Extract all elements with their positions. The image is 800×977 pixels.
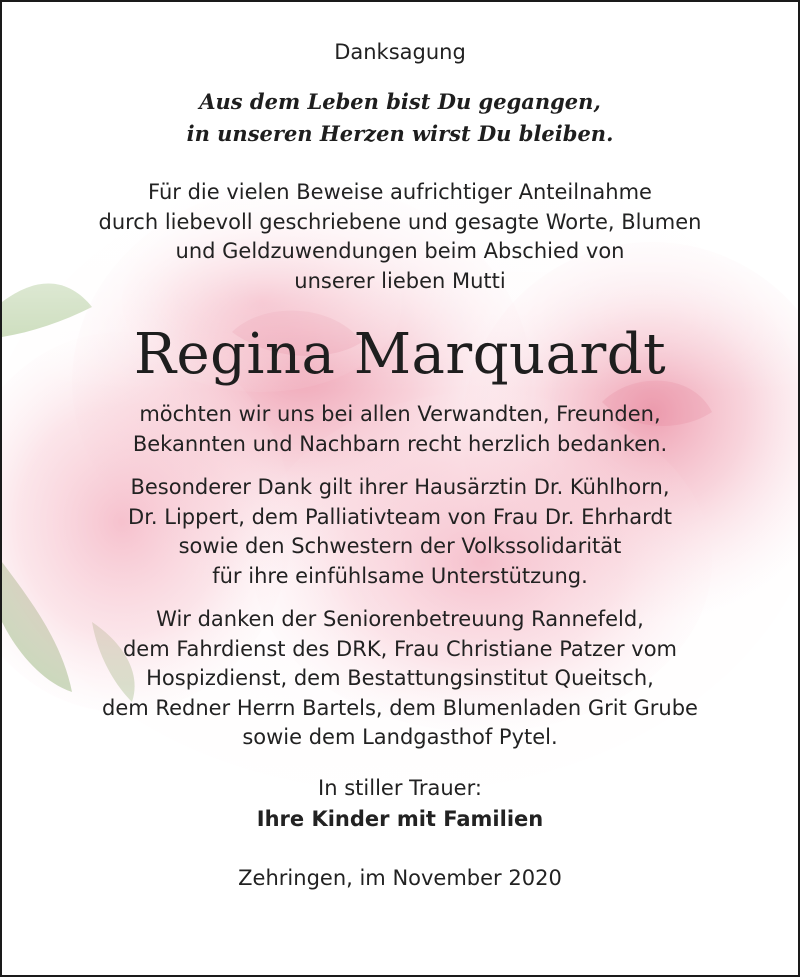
paragraph-line: und Geldzuwendungen beim Abschied von	[175, 239, 625, 263]
motto-verse	[2, 86, 798, 150]
notice-text	[2, 2, 798, 893]
thanks-paragraph-intro	[2, 178, 798, 296]
paragraph-line: sowie dem Landgasthof Pytel.	[242, 725, 558, 749]
thanks-paragraph-relatives	[2, 400, 798, 459]
paragraph-line: dem Redner Herrn Bartels, dem Blumenladen Grit Grube	[102, 695, 698, 720]
paragraph-line: unserer lieben Mutti	[294, 268, 506, 293]
paragraph-line: dem Fahrdienst des DRK, Frau Christiane Patzer vom	[122, 636, 678, 661]
paragraph-line: für ihre einfühlsame Unterstützung.	[212, 563, 588, 588]
paragraph-line: Für die vielen Beweise aufrichtiger Anteilnahme	[148, 180, 652, 204]
paragraph-line: sowie den Schwestern der Volkssolidarität	[178, 534, 622, 558]
paragraph-line: Dr. Lippert, dem Palliativteam von Frau Dr. Ehrhardt	[128, 504, 672, 529]
motto-line: Aus dem Leben bist Du gegangen,	[199, 89, 601, 114]
paragraph-line: Besonderer Dank gilt ihrer Hausärztin Dr. Kühlhorn,	[130, 475, 670, 499]
paragraph-line: durch liebevoll geschriebene und gesagte Worte, Blumen	[98, 209, 702, 234]
closing-phrase: In stiller Trauer:	[318, 775, 482, 800]
paragraph-line: Wir danken der Seniorenbetreuung Rannefeld,	[156, 607, 644, 631]
signature: Ihre Kinder mit Familien	[256, 806, 544, 831]
thanks-paragraph-doctors	[2, 473, 798, 591]
paragraph-line: Hospizdienst, dem Bestattungsinstitut Queitsch,	[146, 666, 654, 690]
thanks-paragraph-services	[2, 605, 798, 753]
motto-line: in unseren Herzen wirst Du bleiben.	[186, 121, 614, 146]
paragraph-line: möchten wir uns bei allen Verwandten, Freunden,	[139, 402, 661, 426]
deceased-name: Regina Marquardt	[133, 322, 667, 387]
notice-heading: Danksagung	[334, 40, 466, 64]
paragraph-line: Bekannten und Nachbarn recht herzlich bedanken.	[132, 431, 668, 456]
place-and-date: Zehringen, im November 2020	[238, 865, 562, 890]
